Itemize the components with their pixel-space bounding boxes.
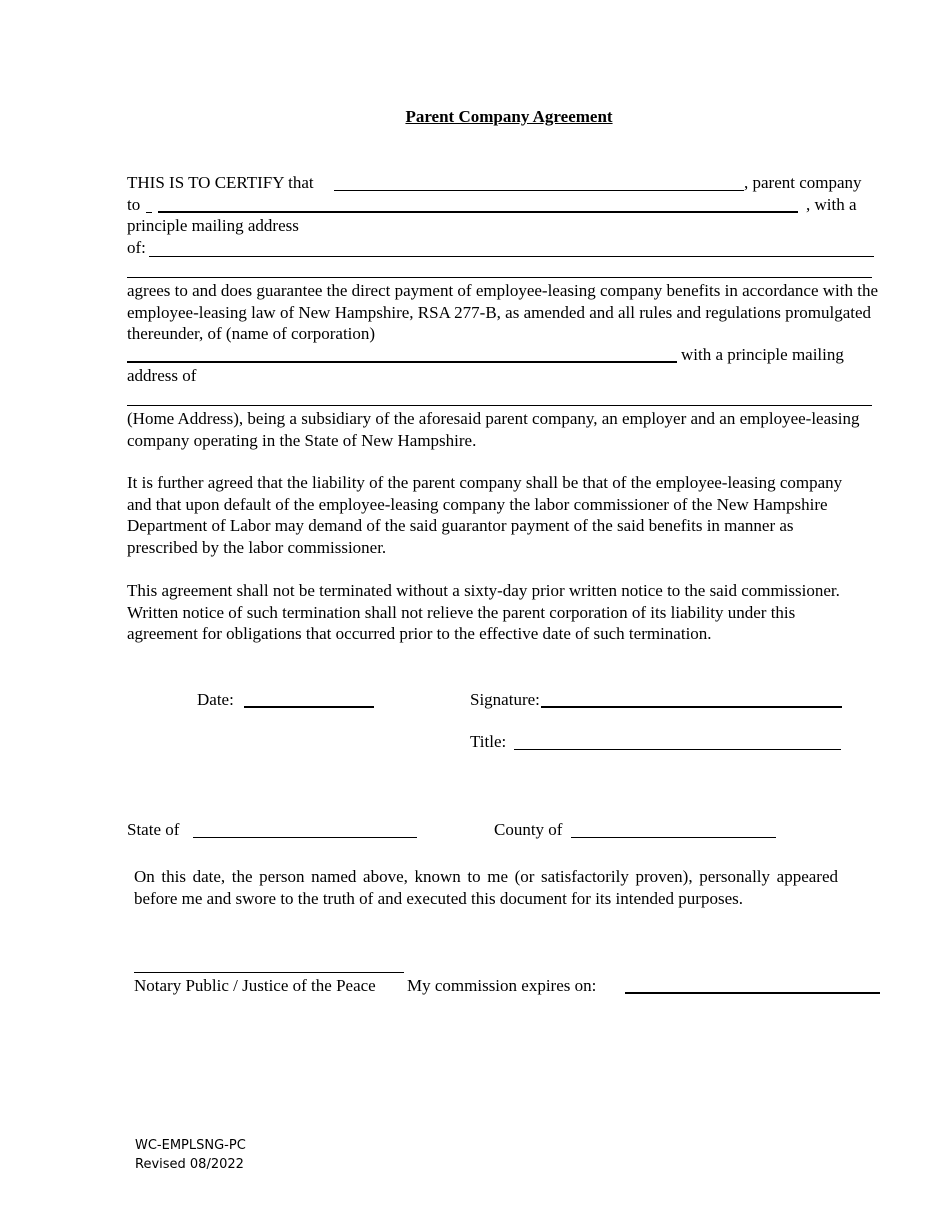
termination-paragraph: This agreement shall not be terminated without a sixty-day prior written notice to the said commissioner. Written notice of such termination shall not relieve the parent corporation of its liability under this agreement for obligations that occurred prior to the effective date of such termination. [127, 581, 840, 644]
subsidiary-name-field[interactable] [158, 211, 798, 213]
date-field[interactable] [244, 706, 374, 708]
revision-date: Revised 08/2022 [135, 1157, 244, 1172]
title-label: Title: [470, 732, 507, 751]
parent-company-label: , parent company [744, 173, 862, 192]
form-code: WC-EMPLSNG-PC [135, 1138, 246, 1153]
notary-paragraph: On this date, the person named above, known to me (or satisfactorily proven), personally appeared before me and swore to the truth of and executed this document for its intended purposes. [134, 867, 838, 908]
parent-address-field-2[interactable] [127, 277, 872, 278]
principle-mailing-label: principle mailing address [127, 216, 299, 235]
date-label: Date: [197, 690, 234, 709]
home-address-text: (Home Address), being a subsidiary of the aforesaid parent company, an employer and an employee-leasing company operating in the State of New Hampshire. [127, 409, 860, 450]
liability-paragraph: It is further agreed that the liability of the parent company shall be that of the employee-leasing company and that upon default of the employee-leasing company the labor commissioner of the New Hampshire Department of Labor may demand of the said guarantor payment of the said benefits in manner as prescribed by the labor commissioner. [127, 473, 843, 558]
guarantee-text: agrees to and does guarantee the direct payment of employee-leasing company benefits in accordance with the employee-leasing law of New Hampshire, RSA 277-B, as amended and all rules and regulations promulgated thereunder, of (name of corporation) [127, 281, 878, 344]
to-field-lead [146, 212, 152, 213]
commission-label: My commission expires on: [407, 976, 597, 995]
title-field[interactable] [514, 749, 841, 750]
signature-field[interactable] [541, 706, 842, 708]
parent-company-name-field[interactable] [334, 190, 744, 191]
corporation-name-field[interactable] [127, 361, 677, 363]
certify-lead: THIS IS TO CERTIFY that [127, 173, 314, 192]
signature-label: Signature: [470, 690, 540, 709]
state-label: State of [127, 820, 180, 839]
of-label: of: [127, 238, 146, 257]
county-label: County of [494, 820, 563, 839]
notary-signature-field[interactable] [134, 972, 404, 973]
parent-address-field-1[interactable] [149, 256, 874, 257]
to-label: to [127, 195, 141, 214]
commission-expiry-field[interactable] [625, 992, 880, 994]
address-of-label: address of [127, 366, 197, 385]
home-address-field[interactable] [127, 405, 872, 406]
state-field[interactable] [193, 837, 417, 838]
with-principle-mailing-label: with a principle mailing [681, 345, 844, 364]
with-a-label: , with a [806, 195, 857, 214]
notary-label: Notary Public / Justice of the Peace [134, 976, 376, 995]
document-title: Parent Company Agreement [405, 107, 613, 126]
county-field[interactable] [571, 837, 776, 838]
